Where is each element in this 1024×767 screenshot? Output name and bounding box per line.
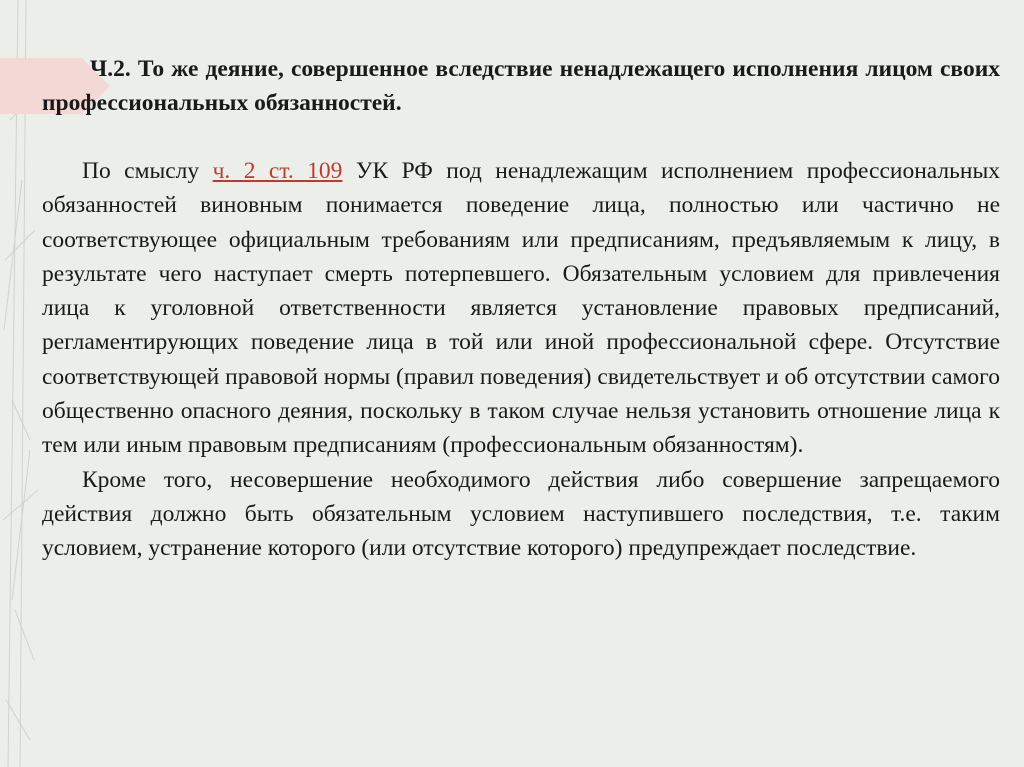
slide-content [42,52,1000,566]
spacer [42,120,1000,154]
paragraph-2: Кроме того, несовершение необходимого действия либо совершение запрещаемого действия должно быть обязательным условием наступившего последствия, т.е. таким условием, устранение которого (или отсутствие которого) предупреждает последствие. [42,466,1000,562]
paragraph-1 [42,154,1000,463]
law-reference-link[interactable]: ч. 2 ст. 109 [212,158,343,184]
paragraph-1-start: По смыслу [82,158,213,184]
paragraph-1-rest: УК РФ под ненадлежащим исполнением профессиональных обязанностей виновным понимается поведение лица, полностью или частично не соответствующее официальным требованиям или предписаниям, предъявляемым к лицу, в результате чего наступает смерть потерпевшего. Обязательным условием для привлечения лица к уголовной ответственности является установление правовых предписаний, регламентирующих поведение лица в той или иной профессиональной сфере. Отсутствие соответствующей правовой нормы (правил поведения) свидетельствует и об отсутствии самого общественно опасного деяния, поскольку в таком случае нельзя установить отношение лица к тем или иным правовым предписаниям (профессиональным обязанностям). [42,158,1000,459]
slide-heading: Ч.2. То же деяние, совершенное вследствие ненадлежащего исполнения лицом своих профессиональных обязанностей. [42,56,1000,116]
